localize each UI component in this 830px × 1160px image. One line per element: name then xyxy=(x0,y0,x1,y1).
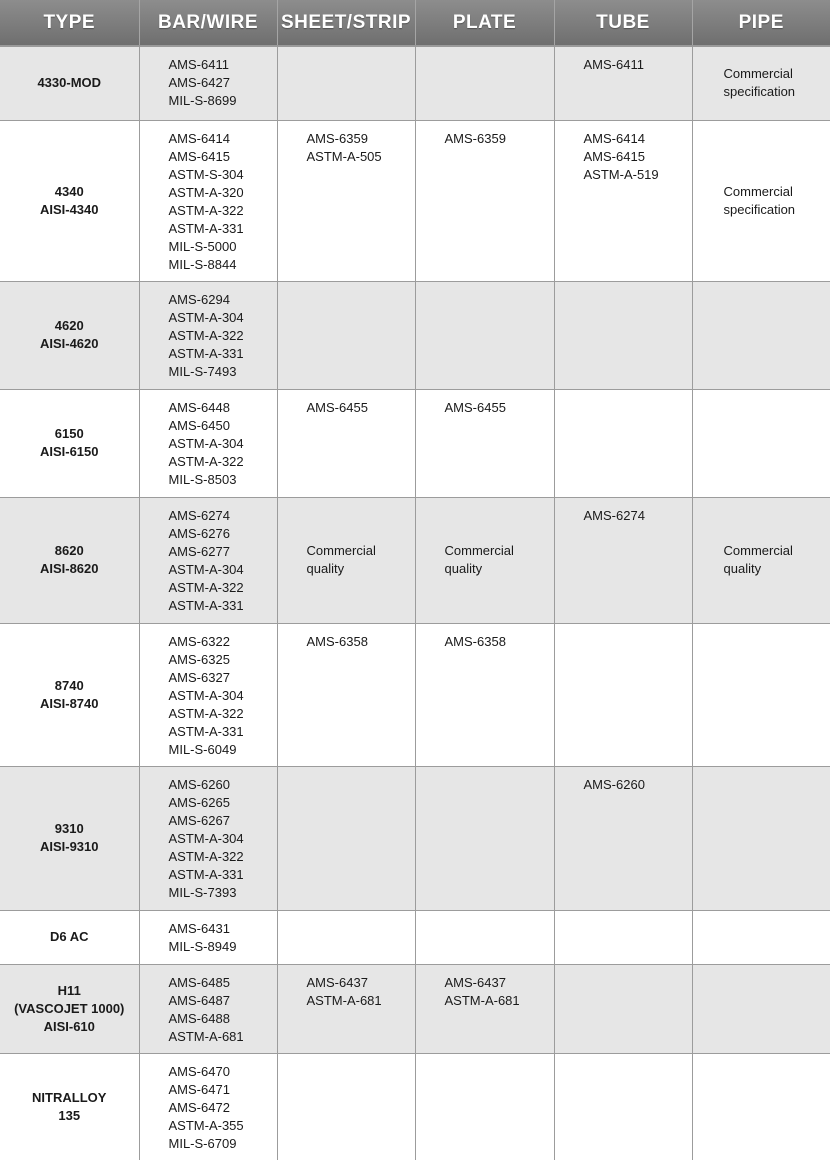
bar-wire-cell: AMS-6294 ASTM-A-304 ASTM-A-322 ASTM-A-331 MIL-S-7493 xyxy=(139,281,277,389)
pipe-cell xyxy=(692,964,830,1053)
type-cell: 4620 AISI-4620 xyxy=(0,281,139,389)
plate-cell: Commercial quality xyxy=(415,497,554,623)
plate-cell xyxy=(415,1053,554,1160)
plate-cell xyxy=(415,46,554,120)
bar-wire-cell: AMS-6274 AMS-6276 AMS-6277 ASTM-A-304 ASTM-A-322 ASTM-A-331 xyxy=(139,497,277,623)
plate-cell: AMS-6358 xyxy=(415,623,554,766)
pipe-cell: Commercial quality xyxy=(692,497,830,623)
sheet-strip-cell xyxy=(277,46,415,120)
sheet-strip-cell: AMS-6358 xyxy=(277,623,415,766)
pipe-cell xyxy=(692,389,830,497)
type-cell: 4340 AISI-4340 xyxy=(0,120,139,281)
header-type: TYPE xyxy=(0,0,139,46)
type-cell: NITRALLOY 135 xyxy=(0,1053,139,1160)
pipe-cell: Commercial specification xyxy=(692,120,830,281)
bar-wire-cell: AMS-6411 AMS-6427 MIL-S-8699 xyxy=(139,46,277,120)
table-row xyxy=(0,766,830,910)
table-row xyxy=(0,46,830,120)
plate-cell xyxy=(415,281,554,389)
type-cell: 4330-MOD xyxy=(0,46,139,120)
bar-wire-cell: AMS-6470 AMS-6471 AMS-6472 ASTM-A-355 MIL-S-6709 xyxy=(139,1053,277,1160)
type-cell: 9310 AISI-9310 xyxy=(0,766,139,910)
table-row xyxy=(0,389,830,497)
header-row xyxy=(0,0,830,46)
tube-cell: AMS-6260 xyxy=(554,766,692,910)
pipe-cell: Commercial specification xyxy=(692,46,830,120)
type-cell: D6 AC xyxy=(0,910,139,964)
table-row xyxy=(0,964,830,1053)
table-row xyxy=(0,910,830,964)
plate-cell xyxy=(415,910,554,964)
type-cell: 8740 AISI-8740 xyxy=(0,623,139,766)
bar-wire-cell: AMS-6485 AMS-6487 AMS-6488 ASTM-A-681 xyxy=(139,964,277,1053)
tube-cell xyxy=(554,389,692,497)
pipe-cell xyxy=(692,623,830,766)
tube-cell xyxy=(554,623,692,766)
pipe-cell xyxy=(692,766,830,910)
sheet-strip-cell xyxy=(277,281,415,389)
table-row xyxy=(0,623,830,766)
header-pipe: PIPE xyxy=(692,0,830,46)
sheet-strip-cell xyxy=(277,1053,415,1160)
header-tube: TUBE xyxy=(554,0,692,46)
bar-wire-cell: AMS-6322 AMS-6325 AMS-6327 ASTM-A-304 ASTM-A-322 ASTM-A-331 MIL-S-6049 xyxy=(139,623,277,766)
plate-cell: AMS-6455 xyxy=(415,389,554,497)
pipe-cell xyxy=(692,1053,830,1160)
sheet-strip-cell: AMS-6455 xyxy=(277,389,415,497)
header-plate: PLATE xyxy=(415,0,554,46)
table-row xyxy=(0,281,830,389)
table-row xyxy=(0,497,830,623)
tube-cell: AMS-6414 AMS-6415 ASTM-A-519 xyxy=(554,120,692,281)
header-bar-wire: BAR/WIRE xyxy=(139,0,277,46)
plate-cell: AMS-6437 ASTM-A-681 xyxy=(415,964,554,1053)
header-sheet-strip: SHEET/STRIP xyxy=(277,0,415,46)
tube-cell: AMS-6411 xyxy=(554,46,692,120)
sheet-strip-cell xyxy=(277,910,415,964)
table-row xyxy=(0,120,830,281)
tube-cell: AMS-6274 xyxy=(554,497,692,623)
type-cell: 8620 AISI-8620 xyxy=(0,497,139,623)
type-cell: 6150 AISI-6150 xyxy=(0,389,139,497)
bar-wire-cell: AMS-6448 AMS-6450 ASTM-A-304 ASTM-A-322 MIL-S-8503 xyxy=(139,389,277,497)
table-row xyxy=(0,1053,830,1160)
bar-wire-cell: AMS-6260 AMS-6265 AMS-6267 ASTM-A-304 ASTM-A-322 ASTM-A-331 MIL-S-7393 xyxy=(139,766,277,910)
plate-cell: AMS-6359 xyxy=(415,120,554,281)
tube-cell xyxy=(554,910,692,964)
type-cell: H11 (VASCOJET 1000) AISI-610 xyxy=(0,964,139,1053)
plate-cell xyxy=(415,766,554,910)
tube-cell xyxy=(554,964,692,1053)
sheet-strip-cell: AMS-6437 ASTM-A-681 xyxy=(277,964,415,1053)
pipe-cell xyxy=(692,910,830,964)
pipe-cell xyxy=(692,281,830,389)
tube-cell xyxy=(554,1053,692,1160)
sheet-strip-cell: Commercial quality xyxy=(277,497,415,623)
bar-wire-cell: AMS-6414 AMS-6415 ASTM-S-304 ASTM-A-320 ASTM-A-322 ASTM-A-331 MIL-S-5000 MIL-S-8844 xyxy=(139,120,277,281)
bar-wire-cell: AMS-6431 MIL-S-8949 xyxy=(139,910,277,964)
tube-cell xyxy=(554,281,692,389)
sheet-strip-cell: AMS-6359 ASTM-A-505 xyxy=(277,120,415,281)
sheet-strip-cell xyxy=(277,766,415,910)
